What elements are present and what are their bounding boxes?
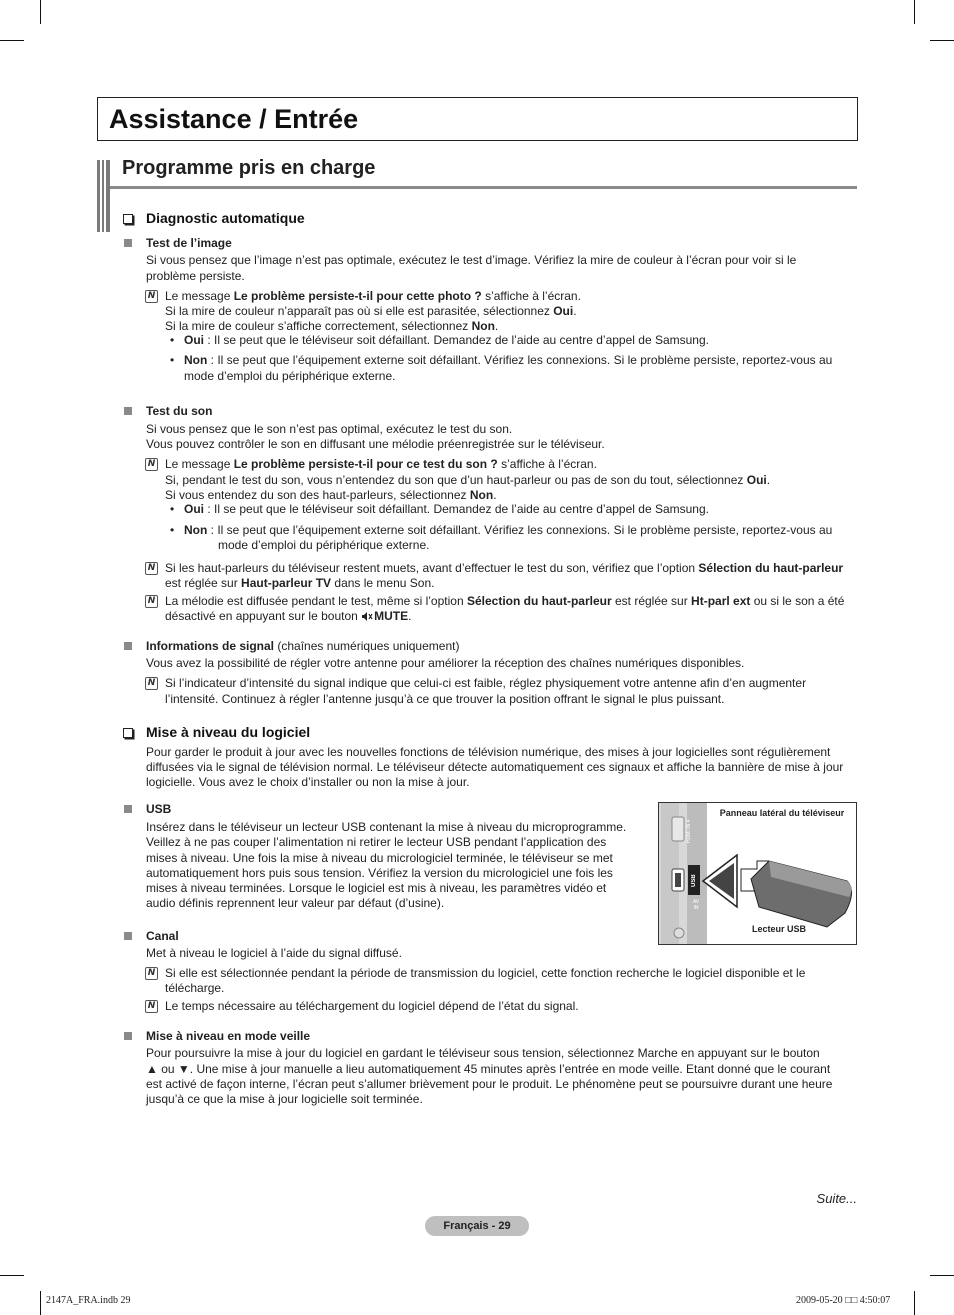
text-line: Si vous pensez que le son n’est pas optimal, exécutez le test du son.	[146, 422, 513, 436]
note-line: Si elle est sélectionnée pendant la période de transmission du logiciel, cette fonction recherche le logiciel disponible et le	[165, 966, 806, 980]
text-line: Vous pouvez contrôler le son en diffusant une mélodie préenregistrée sur le téléviseur.	[146, 437, 605, 451]
item-heading-image-test: Test de l’image	[146, 236, 232, 250]
note-line: Le temps nécessaire au téléchargement du logiciel dépend de l’état du signal.	[165, 999, 579, 1013]
text-line: ▲ ou ▼. Une mise à jour manuelle a lieu automatiquement 45 minutes après l’entrée en mode veille. Etant donné que le courant	[146, 1062, 831, 1076]
crop-mark	[40, 1291, 41, 1315]
item-heading-standby: Mise à niveau en mode veille	[146, 1029, 311, 1043]
text-line: mises à niveau terminées. Lorsque le logiciel est mis à niveau, les paramètres vidéo et	[146, 881, 607, 895]
crop-mark	[930, 40, 954, 41]
usb-figure	[658, 802, 857, 945]
page-title: Assistance / Entrée	[109, 104, 359, 134]
note-icon: N	[145, 967, 158, 980]
crop-mark	[40, 0, 41, 24]
note-line: désactivé en appuyant sur le bouton MUTE.	[165, 609, 411, 626]
text-line: Si vous pensez que l’image n’est pas optimale, exécutez le test d’image. Vérifiez la mire de couleur à l’écran pour voir si le	[146, 253, 797, 267]
square-bullet-icon	[124, 932, 132, 940]
bullet-non: Non : Il se peut que l’équipement externe soit défaillant. Vérifiez les connexions. Si le problème persiste, reportez-vous au	[184, 353, 833, 367]
text-line: mode d’emploi du périphérique externe.	[218, 538, 430, 552]
note-line: télécharge.	[165, 981, 225, 995]
note-icon: N	[145, 677, 158, 690]
note-line: Si, pendant le test du son, vous n’entendez du son que d’un haut-parleur ou pas de son du tout, sélectionnez Oui.	[165, 473, 771, 487]
note-line: La mélodie est diffusée pendant le test, même si l’option Sélection du haut-parleur est réglée sur Ht-parl ext ou si le son a été	[165, 594, 845, 608]
note-line: Si la mire de couleur s’affiche correctement, sélectionnez Non.	[165, 319, 499, 333]
crop-mark	[914, 0, 915, 24]
text-line: mode d’emploi du périphérique externe.	[184, 369, 396, 383]
square-bullet-icon	[124, 805, 132, 813]
crop-mark	[930, 1275, 954, 1276]
note-icon: N	[145, 562, 158, 575]
item-heading-sound-test: Test du son	[146, 404, 213, 418]
note-line: est réglée sur Haut-parleur TV dans le menu Son.	[165, 576, 435, 590]
text-line: Pour garder le produit à jour avec les nouvelles fonctions de télévision numérique, des mises à jour logicielles sont régulièrement	[146, 745, 831, 759]
note-line: Le message Le problème persiste-t-il pour cette photo ? s’affiche à l’écran.	[165, 289, 581, 303]
bullet-dot: •	[170, 523, 175, 537]
text-line: Pour poursuivre la mise à jour du logiciel en gardant le téléviseur sous tension, sélectionnez Marche en appuyant sur le bouton	[146, 1046, 820, 1060]
bullet-oui: Oui : Il se peut que le téléviseur soit défaillant. Demandez de l’aide au centre d’appel de Samsung.	[184, 333, 709, 347]
item-heading-channel: Canal	[146, 929, 179, 943]
port-label-usb: USB	[691, 874, 697, 888]
bullet-oui: Oui : Il se peut que le téléviseur soit défaillant. Demandez de l’aide au centre d’appel de Samsung.	[184, 502, 709, 516]
text-line: automatiquement hors puis sous tension. Vérifiez la version du micrologiciel une fois les	[146, 866, 613, 880]
bullet-non: Non : Il se peut que l’équipement externe soit défaillant. Vérifiez les connexions. Si le problème persiste, reportez-vous au	[184, 523, 833, 537]
port-label-av: AV IN	[692, 899, 700, 911]
mute-speaker-icon	[361, 611, 374, 626]
subheading-upgrade: Mise à niveau du logiciel	[146, 724, 311, 740]
note-icon: N	[145, 1000, 158, 1013]
note-icon: N	[145, 458, 158, 471]
continued-label: Suite...	[816, 1191, 857, 1206]
subheading-diagnostic: Diagnostic automatique	[146, 210, 305, 226]
note-line: Si la mire de couleur n’apparaît pas où si elle est parasitée, sélectionnez Oui.	[165, 304, 577, 318]
print-date-info: 2009-05-20 □□ 4:50:07	[796, 1295, 891, 1306]
crop-mark	[0, 1275, 24, 1276]
crop-mark	[914, 1291, 915, 1315]
port-label-hdmi: HDMI IN 4	[686, 819, 692, 843]
crop-mark	[0, 40, 24, 41]
note-line: Le message Le problème persiste-t-il pour ce test du son ? s’affiche à l’écran.	[165, 457, 597, 471]
heading-checkbox-icon	[123, 214, 133, 224]
section-title: Programme pris en charge	[122, 157, 376, 179]
text-line: Insérez dans le téléviseur un lecteur USB contenant la mise à niveau du microprogramme.	[146, 820, 627, 834]
text-line: mises à niveau. Une fois la mise à niveau du micrologiciel terminée, le téléviseur se met	[146, 851, 613, 865]
bullet-dot: •	[170, 502, 175, 516]
text-line: problème persiste.	[146, 269, 245, 283]
bullet-dot: •	[170, 353, 175, 367]
note-icon: N	[145, 290, 158, 303]
text-line: audio définis reprennent leur valeur par défaut (d’usine).	[146, 896, 445, 910]
square-bullet-icon	[124, 1032, 132, 1040]
figure-label-panel: Panneau latéral du téléviseur	[719, 808, 845, 818]
text-line: diffusées via le signal de télévision normal. Le téléviseur détecte automatiquement ces signaux et affiche la bannière de mise à jour	[146, 760, 844, 774]
print-file-info: 2147A_FRA.indb 29	[46, 1295, 131, 1306]
text-line: jusqu’à ce que la mise à jour logicielle soit terminée.	[146, 1092, 423, 1106]
text-line: Met à niveau le logiciel à l’aide du signal diffusé.	[146, 946, 402, 960]
text-line: Veillez à ne pas couper l’alimentation ni retirer le lecteur USB pendant l’application des	[146, 835, 607, 849]
note-icon: N	[145, 595, 158, 608]
text-line: Vous avez la possibilité de régler votre antenne pour améliorer la réception des chaînes numériques disponibles.	[146, 656, 745, 670]
bullet-dot: •	[170, 333, 175, 347]
page-number: Français - 29	[443, 1220, 511, 1232]
note-line: Si les haut-parleurs du téléviseur restent muets, avant d’effectuer le test du son, vérifiez que l’option Sélection du haut-parleur	[165, 561, 844, 575]
text-line: est activé de façon interne, l’écran peut s’allumer brièvement pour le produit. Le phénomène peut se poursuivre durant une heure	[146, 1077, 833, 1091]
square-bullet-icon	[124, 642, 132, 650]
heading-checkbox-icon	[123, 728, 133, 738]
item-heading-signal: Informations de signal (chaînes numériques uniquement)	[146, 639, 460, 653]
figure-label-drive: Lecteur USB	[751, 924, 806, 934]
note-line: Si vous entendez du son des haut-parleurs, sélectionnez Non.	[165, 488, 497, 502]
note-line: Si l’indicateur d’intensité du signal indique que celui-ci est faible, réglez physiquement votre antenne afin d’en augmenter	[165, 676, 807, 690]
square-bullet-icon	[124, 407, 132, 415]
square-bullet-icon	[124, 239, 132, 247]
text-line: logicielle. Vous avez le choix d’installer ou non la mise à jour.	[146, 775, 470, 789]
item-heading-usb: USB	[146, 802, 172, 816]
section-bars	[97, 160, 110, 232]
section-rule	[110, 186, 857, 189]
note-line: l’intensité. Continuez à régler l’antenne jusqu’à ce que trouver la position offrant le signal le plus puissant.	[165, 692, 725, 706]
